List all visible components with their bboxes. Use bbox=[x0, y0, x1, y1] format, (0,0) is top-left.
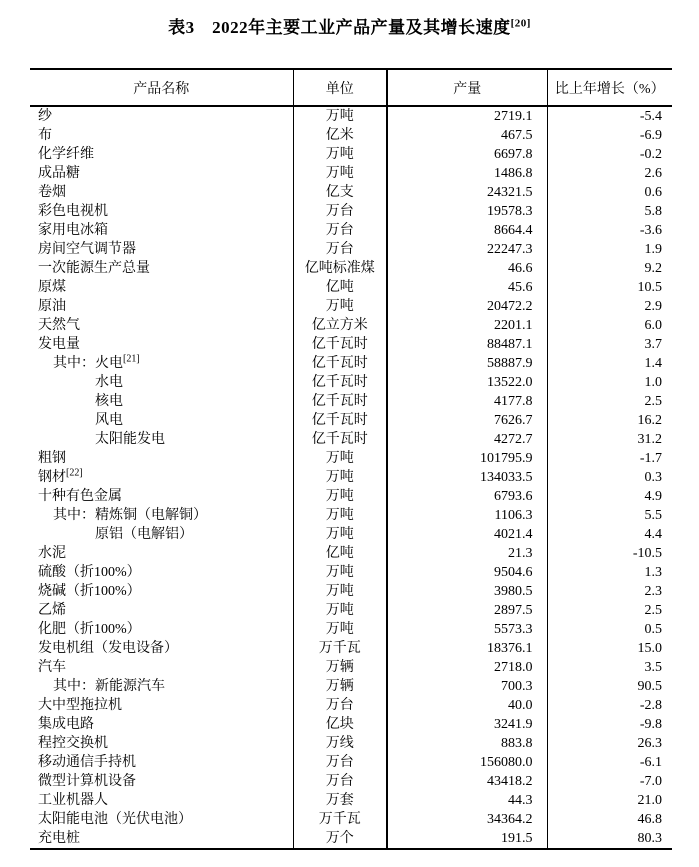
table-row bbox=[30, 563, 672, 582]
table-row bbox=[30, 715, 672, 734]
product-name: 成品糖 bbox=[38, 166, 80, 181]
growth-value-cell: -10.5 bbox=[632, 546, 662, 561]
growth-value-cell: 6.0 bbox=[644, 318, 662, 333]
unit-cell: 万吨 bbox=[293, 525, 387, 544]
product-name: 粗钢 bbox=[38, 451, 66, 466]
table-row bbox=[30, 791, 672, 810]
table-row bbox=[30, 449, 672, 468]
product-name-cell bbox=[30, 126, 293, 145]
unit-cell: 亿千瓦时 bbox=[293, 335, 387, 354]
product-name-cell bbox=[30, 221, 293, 240]
product-name: 核电 bbox=[95, 394, 123, 409]
unit-cell: 亿吨 bbox=[293, 278, 387, 297]
product-name-cell bbox=[30, 392, 293, 411]
product-name-cell bbox=[30, 297, 293, 316]
output-value-cell: 134033.5 bbox=[387, 468, 547, 487]
product-name-cell bbox=[30, 563, 293, 582]
unit-cell: 万台 bbox=[293, 753, 387, 772]
unit-cell: 万线 bbox=[293, 734, 387, 753]
product-name-cell bbox=[30, 145, 293, 164]
growth-value-cell: 2.3 bbox=[644, 584, 662, 599]
product-name-cell bbox=[30, 753, 293, 772]
unit-cell: 万吨 bbox=[293, 506, 387, 525]
industrial-products-table bbox=[30, 68, 672, 850]
output-value-cell: 5573.3 bbox=[387, 620, 547, 639]
table-row bbox=[30, 582, 672, 601]
unit-cell: 亿块 bbox=[293, 715, 387, 734]
output-value-cell: 21.3 bbox=[387, 544, 547, 563]
unit-cell: 万吨 bbox=[293, 297, 387, 316]
unit-cell: 万千瓦 bbox=[293, 810, 387, 829]
output-value-cell: 45.6 bbox=[387, 278, 547, 297]
growth-value-cell: 10.5 bbox=[637, 280, 662, 295]
growth-value-cell: 2.5 bbox=[644, 603, 662, 618]
product-name-cell bbox=[30, 544, 293, 563]
output-value-cell: 2201.1 bbox=[387, 316, 547, 335]
output-value-cell: 7626.7 bbox=[387, 411, 547, 430]
product-name: 化肥（折100%） bbox=[38, 622, 141, 637]
growth-value-cell: -6.9 bbox=[639, 128, 662, 143]
table-row bbox=[30, 544, 672, 563]
unit-cell: 万吨 bbox=[293, 563, 387, 582]
table-row bbox=[30, 164, 672, 183]
growth-value-cell: 90.5 bbox=[637, 679, 662, 694]
unit-cell: 亿千瓦时 bbox=[293, 430, 387, 449]
output-value-cell: 3241.9 bbox=[387, 715, 547, 734]
table-header bbox=[30, 69, 672, 106]
title-footnote-ref: [20] bbox=[510, 17, 531, 30]
table-row bbox=[30, 373, 672, 392]
growth-value-cell: 4.9 bbox=[644, 489, 662, 504]
product-name-cell bbox=[30, 449, 293, 468]
unit-cell: 亿吨标准煤 bbox=[293, 259, 387, 278]
product-name: 一次能源生产总量 bbox=[38, 261, 150, 276]
product-name: 房间空气调节器 bbox=[38, 242, 136, 257]
growth-value-cell: -0.2 bbox=[639, 147, 662, 162]
product-name-cell bbox=[30, 810, 293, 829]
output-value-cell: 1106.3 bbox=[387, 506, 547, 525]
product-name: 纱 bbox=[38, 109, 52, 124]
product-name: 水电 bbox=[95, 375, 123, 390]
product-name-cell bbox=[30, 487, 293, 506]
table-row bbox=[30, 677, 672, 696]
product-name-cell bbox=[30, 240, 293, 259]
growth-value-cell: 2.9 bbox=[644, 299, 662, 314]
product-name-cell bbox=[30, 506, 293, 525]
growth-value-cell: 21.0 bbox=[637, 793, 662, 808]
product-name-cell bbox=[30, 411, 293, 430]
unit-cell: 万台 bbox=[293, 240, 387, 259]
output-value-cell: 46.6 bbox=[387, 259, 547, 278]
growth-value-cell: -7.0 bbox=[639, 774, 662, 789]
output-value-cell: 6793.6 bbox=[387, 487, 547, 506]
growth-value-cell: 5.5 bbox=[644, 508, 662, 523]
output-value-cell: 58887.9 bbox=[387, 354, 547, 373]
table-row bbox=[30, 106, 672, 126]
product-name: 卷烟 bbox=[38, 185, 66, 200]
unit-cell: 万个 bbox=[293, 829, 387, 849]
growth-value-cell: 15.0 bbox=[637, 641, 662, 656]
unit-cell: 万吨 bbox=[293, 449, 387, 468]
output-value-cell: 43418.2 bbox=[387, 772, 547, 791]
table-row bbox=[30, 468, 672, 487]
table-row bbox=[30, 772, 672, 791]
product-name-cell bbox=[30, 658, 293, 677]
table-row bbox=[30, 354, 672, 373]
product-name: 天然气 bbox=[38, 318, 80, 333]
product-name: 烧碱（折100%） bbox=[38, 584, 141, 599]
table-row bbox=[30, 639, 672, 658]
product-name: 充电桩 bbox=[38, 831, 80, 846]
product-name-cell bbox=[30, 791, 293, 810]
product-name-cell bbox=[30, 772, 293, 791]
output-value-cell: 2897.5 bbox=[387, 601, 547, 620]
product-name: 程控交换机 bbox=[38, 736, 108, 751]
product-name-cell bbox=[30, 202, 293, 221]
table-row bbox=[30, 240, 672, 259]
product-name: 大中型拖拉机 bbox=[38, 698, 122, 713]
growth-value-cell: 0.5 bbox=[644, 622, 662, 637]
unit-cell: 亿吨 bbox=[293, 544, 387, 563]
table-row bbox=[30, 411, 672, 430]
growth-value-cell: 2.5 bbox=[644, 394, 662, 409]
product-name-cell bbox=[30, 316, 293, 335]
output-value-cell: 9504.6 bbox=[387, 563, 547, 582]
table-row bbox=[30, 221, 672, 240]
unit-cell: 万吨 bbox=[293, 164, 387, 183]
output-value-cell: 40.0 bbox=[387, 696, 547, 715]
unit-cell: 亿立方米 bbox=[293, 316, 387, 335]
table-row bbox=[30, 335, 672, 354]
product-name-cell bbox=[30, 677, 293, 696]
growth-value-cell: 3.5 bbox=[644, 660, 662, 675]
product-name: 水泥 bbox=[38, 546, 66, 561]
product-name: 钢材 bbox=[38, 470, 66, 485]
header-growth: 比上年增长（%） bbox=[547, 69, 672, 106]
output-value-cell: 22247.3 bbox=[387, 240, 547, 259]
product-name: 发电机组（发电设备） bbox=[38, 641, 178, 656]
unit-cell: 万台 bbox=[293, 221, 387, 240]
product-name: 太阳能发电 bbox=[95, 432, 165, 447]
product-name: 化学纤维 bbox=[38, 147, 94, 162]
unit-cell: 万吨 bbox=[293, 487, 387, 506]
unit-cell: 万套 bbox=[293, 791, 387, 810]
output-value-cell: 4021.4 bbox=[387, 525, 547, 544]
unit-cell: 亿千瓦时 bbox=[293, 411, 387, 430]
growth-value-cell: 1.0 bbox=[644, 375, 662, 390]
footnote-ref: [22] bbox=[66, 468, 83, 479]
unit-cell: 亿米 bbox=[293, 126, 387, 145]
output-value-cell: 191.5 bbox=[387, 829, 547, 849]
unit-cell: 万千瓦 bbox=[293, 639, 387, 658]
output-value-cell: 44.3 bbox=[387, 791, 547, 810]
product-name: 移动通信手持机 bbox=[38, 755, 136, 770]
product-name-cell bbox=[30, 734, 293, 753]
header-unit: 单位 bbox=[293, 69, 387, 106]
product-name: 其中：火电 bbox=[53, 356, 123, 371]
output-value-cell: 8664.4 bbox=[387, 221, 547, 240]
growth-value-cell: -9.8 bbox=[639, 717, 662, 732]
product-name-cell bbox=[30, 430, 293, 449]
table-row bbox=[30, 202, 672, 221]
table-row bbox=[30, 487, 672, 506]
output-value-cell: 24321.5 bbox=[387, 183, 547, 202]
product-name-cell bbox=[30, 183, 293, 202]
product-name-cell bbox=[30, 620, 293, 639]
table-row bbox=[30, 506, 672, 525]
table-body bbox=[30, 106, 672, 849]
product-name-cell bbox=[30, 259, 293, 278]
table-row bbox=[30, 525, 672, 544]
table-title-text: 表3 2022年主要工业产品产量及其增长速度 bbox=[168, 18, 511, 37]
growth-value-cell: -5.4 bbox=[639, 109, 662, 124]
growth-value-cell: 5.8 bbox=[644, 204, 662, 219]
table-title bbox=[0, 13, 699, 38]
growth-value-cell: 0.3 bbox=[644, 470, 662, 485]
unit-cell: 万辆 bbox=[293, 658, 387, 677]
product-name-cell bbox=[30, 715, 293, 734]
table-row bbox=[30, 392, 672, 411]
product-name-cell bbox=[30, 829, 293, 849]
output-value-cell: 883.8 bbox=[387, 734, 547, 753]
output-value-cell: 2719.1 bbox=[387, 106, 547, 126]
output-value-cell: 1486.8 bbox=[387, 164, 547, 183]
growth-value-cell: 1.4 bbox=[644, 356, 662, 371]
output-value-cell: 20472.2 bbox=[387, 297, 547, 316]
product-name-cell bbox=[30, 354, 293, 373]
table-row bbox=[30, 316, 672, 335]
output-value-cell: 19578.3 bbox=[387, 202, 547, 221]
product-name: 其中：精炼铜（电解铜） bbox=[53, 508, 207, 523]
unit-cell: 万台 bbox=[293, 202, 387, 221]
product-name: 家用电冰箱 bbox=[38, 223, 108, 238]
product-name-cell bbox=[30, 525, 293, 544]
unit-cell: 万吨 bbox=[293, 106, 387, 126]
table-row bbox=[30, 601, 672, 620]
product-name: 汽车 bbox=[38, 660, 66, 675]
output-value-cell: 2718.0 bbox=[387, 658, 547, 677]
growth-value-cell: 46.8 bbox=[637, 812, 662, 827]
header-row bbox=[30, 69, 672, 106]
product-name: 原煤 bbox=[38, 280, 66, 295]
table-row bbox=[30, 430, 672, 449]
output-value-cell: 13522.0 bbox=[387, 373, 547, 392]
product-name: 集成电路 bbox=[38, 717, 94, 732]
product-name: 乙烯 bbox=[38, 603, 66, 618]
growth-value-cell: 31.2 bbox=[637, 432, 662, 447]
product-name-cell bbox=[30, 106, 293, 126]
growth-value-cell: 3.7 bbox=[644, 337, 662, 352]
table-row bbox=[30, 259, 672, 278]
table-row bbox=[30, 278, 672, 297]
product-name-cell bbox=[30, 696, 293, 715]
unit-cell: 亿千瓦时 bbox=[293, 373, 387, 392]
growth-value-cell: 80.3 bbox=[637, 831, 662, 846]
unit-cell: 万台 bbox=[293, 696, 387, 715]
unit-cell: 万吨 bbox=[293, 145, 387, 164]
growth-value-cell: -2.8 bbox=[639, 698, 662, 713]
table-row bbox=[30, 696, 672, 715]
product-name: 十种有色金属 bbox=[38, 489, 122, 504]
table-row bbox=[30, 658, 672, 677]
output-value-cell: 700.3 bbox=[387, 677, 547, 696]
product-name: 彩色电视机 bbox=[38, 204, 108, 219]
product-name: 微型计算机设备 bbox=[38, 774, 136, 789]
growth-value-cell: 1.3 bbox=[644, 565, 662, 580]
output-value-cell: 3980.5 bbox=[387, 582, 547, 601]
growth-value-cell: 9.2 bbox=[644, 261, 662, 276]
table-row bbox=[30, 810, 672, 829]
unit-cell: 万吨 bbox=[293, 582, 387, 601]
table-row bbox=[30, 297, 672, 316]
growth-value-cell: -1.7 bbox=[639, 451, 662, 466]
unit-cell: 万辆 bbox=[293, 677, 387, 696]
product-name-cell bbox=[30, 601, 293, 620]
output-value-cell: 467.5 bbox=[387, 126, 547, 145]
table-row bbox=[30, 126, 672, 145]
growth-value-cell: -3.6 bbox=[639, 223, 662, 238]
product-name: 原铝（电解铝） bbox=[95, 527, 193, 542]
growth-value-cell: 0.6 bbox=[644, 185, 662, 200]
growth-value-cell: 1.9 bbox=[644, 242, 662, 257]
output-value-cell: 4272.7 bbox=[387, 430, 547, 449]
output-value-cell: 156080.0 bbox=[387, 753, 547, 772]
growth-value-cell: 2.6 bbox=[644, 166, 662, 181]
output-value-cell: 4177.8 bbox=[387, 392, 547, 411]
unit-cell: 万吨 bbox=[293, 601, 387, 620]
product-name-cell bbox=[30, 373, 293, 392]
product-name-cell bbox=[30, 164, 293, 183]
unit-cell: 亿千瓦时 bbox=[293, 354, 387, 373]
output-value-cell: 6697.8 bbox=[387, 145, 547, 164]
product-name: 硫酸（折100%） bbox=[38, 565, 141, 580]
table-row bbox=[30, 753, 672, 772]
unit-cell: 亿千瓦时 bbox=[293, 392, 387, 411]
product-name: 风电 bbox=[95, 413, 123, 428]
output-value-cell: 18376.1 bbox=[387, 639, 547, 658]
table-row bbox=[30, 734, 672, 753]
unit-cell: 万吨 bbox=[293, 468, 387, 487]
growth-value-cell: 4.4 bbox=[644, 527, 662, 542]
header-product-name: 产品名称 bbox=[30, 69, 293, 106]
unit-cell: 万台 bbox=[293, 772, 387, 791]
product-name-cell bbox=[30, 335, 293, 354]
table-row bbox=[30, 145, 672, 164]
table-row bbox=[30, 183, 672, 202]
product-name: 其中：新能源汽车 bbox=[53, 679, 165, 694]
output-value-cell: 88487.1 bbox=[387, 335, 547, 354]
product-name: 太阳能电池（光伏电池） bbox=[38, 812, 192, 827]
output-value-cell: 34364.2 bbox=[387, 810, 547, 829]
unit-cell: 万吨 bbox=[293, 620, 387, 639]
footnote-ref: [21] bbox=[123, 354, 140, 365]
product-name-cell bbox=[30, 639, 293, 658]
header-output: 产量 bbox=[387, 69, 547, 106]
product-name: 工业机器人 bbox=[38, 793, 108, 808]
growth-value-cell: 26.3 bbox=[637, 736, 662, 751]
product-name-cell bbox=[30, 468, 293, 487]
unit-cell: 亿支 bbox=[293, 183, 387, 202]
product-name: 发电量 bbox=[38, 337, 80, 352]
growth-value-cell: -6.1 bbox=[639, 755, 662, 770]
table-row bbox=[30, 620, 672, 639]
product-name: 原油 bbox=[38, 299, 66, 314]
product-name-cell bbox=[30, 582, 293, 601]
output-value-cell: 101795.9 bbox=[387, 449, 547, 468]
product-name: 布 bbox=[38, 128, 52, 143]
product-name-cell bbox=[30, 278, 293, 297]
growth-value-cell: 16.2 bbox=[637, 413, 662, 428]
table-row bbox=[30, 829, 672, 849]
